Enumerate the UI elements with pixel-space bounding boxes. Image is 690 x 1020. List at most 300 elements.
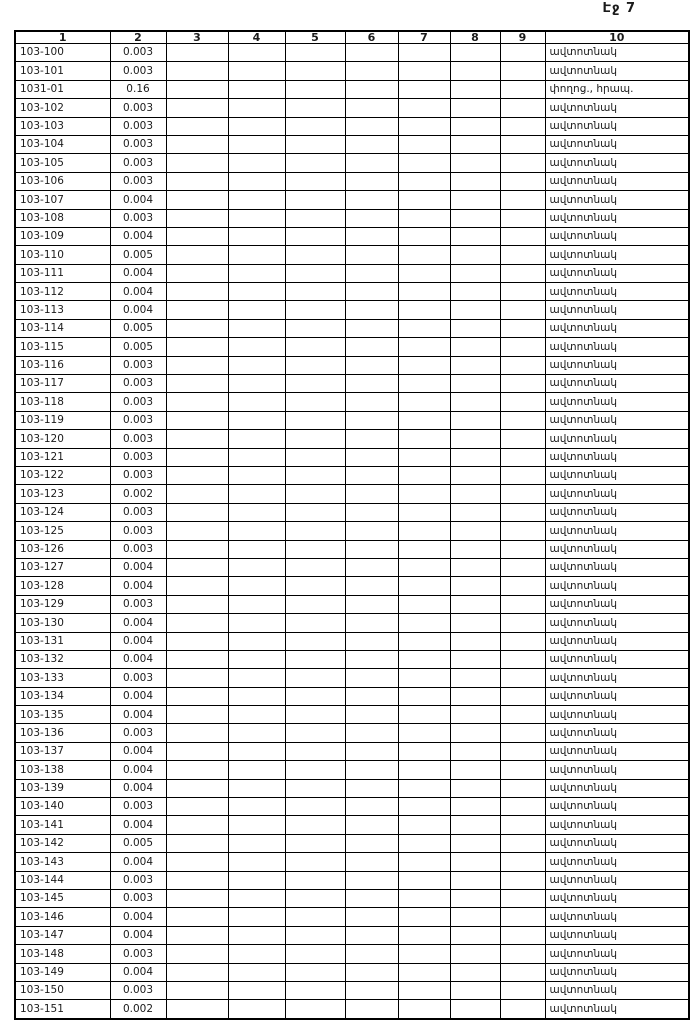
land-use-cell: ավտոտնակ (545, 816, 689, 834)
empty-cell (228, 172, 285, 190)
empty-cell (228, 338, 285, 356)
area-value-cell: 0.003 (110, 448, 166, 466)
empty-cell (450, 99, 500, 117)
empty-cell (166, 540, 228, 558)
empty-cell (228, 430, 285, 448)
empty-cell (500, 503, 545, 521)
parcel-id-cell: 103-115 (15, 338, 110, 356)
empty-cell (398, 503, 450, 521)
empty-cell (166, 963, 228, 981)
empty-cell (285, 264, 345, 282)
empty-cell (345, 945, 398, 963)
empty-cell (398, 761, 450, 779)
empty-cell (285, 135, 345, 153)
empty-cell (398, 522, 450, 540)
empty-cell (228, 540, 285, 558)
empty-cell (450, 80, 500, 98)
table-row (15, 301, 689, 319)
table-row (15, 135, 689, 153)
parcel-id-cell: 103-147 (15, 926, 110, 944)
empty-cell (398, 393, 450, 411)
empty-cell (285, 80, 345, 98)
empty-cell (450, 816, 500, 834)
empty-cell (398, 172, 450, 190)
land-use-cell: ավտոտնակ (545, 430, 689, 448)
area-value-cell: 0.004 (110, 558, 166, 576)
empty-cell (500, 338, 545, 356)
area-value-cell: 0.002 (110, 485, 166, 503)
empty-cell (345, 963, 398, 981)
empty-cell (228, 724, 285, 742)
land-use-cell: ավտոտնակ (545, 522, 689, 540)
land-use-cell: ավտոտնակ (545, 172, 689, 190)
empty-cell (228, 798, 285, 816)
empty-cell (345, 99, 398, 117)
empty-cell (166, 706, 228, 724)
empty-cell (285, 558, 345, 576)
empty-cell (450, 283, 500, 301)
parcel-id-cell: 103-142 (15, 834, 110, 852)
land-use-cell: ավտոտնակ (545, 981, 689, 999)
area-value-cell: 0.004 (110, 227, 166, 245)
empty-cell (398, 227, 450, 245)
empty-cell (285, 44, 345, 62)
land-use-cell: ավտոտնակ (545, 540, 689, 558)
empty-cell (398, 669, 450, 687)
empty-cell (166, 154, 228, 172)
empty-cell (166, 669, 228, 687)
table-row (15, 485, 689, 503)
empty-cell (450, 62, 500, 80)
parcel-id-cell: 103-143 (15, 853, 110, 871)
empty-cell (500, 62, 545, 80)
empty-cell (500, 779, 545, 797)
empty-cell (450, 301, 500, 319)
area-value-cell: 0.004 (110, 632, 166, 650)
table-row (15, 448, 689, 466)
empty-cell (398, 209, 450, 227)
table-row (15, 558, 689, 576)
empty-cell (228, 99, 285, 117)
land-use-cell: ավտոտնակ (545, 871, 689, 889)
empty-cell (500, 632, 545, 650)
empty-cell (228, 871, 285, 889)
empty-cell (345, 540, 398, 558)
empty-cell (285, 62, 345, 80)
empty-cell (345, 393, 398, 411)
parcel-id-cell: 103-120 (15, 430, 110, 448)
area-value-cell: 0.003 (110, 154, 166, 172)
empty-cell (285, 650, 345, 668)
parcel-id-cell: 103-125 (15, 522, 110, 540)
parcel-id-cell: 103-123 (15, 485, 110, 503)
empty-cell (166, 614, 228, 632)
empty-cell (500, 209, 545, 227)
empty-cell (228, 503, 285, 521)
land-use-cell: ավտոտնակ (545, 191, 689, 209)
empty-cell (285, 227, 345, 245)
land-use-cell: ավտոտնակ (545, 356, 689, 374)
empty-cell (228, 908, 285, 926)
empty-cell (285, 301, 345, 319)
empty-cell (450, 522, 500, 540)
area-value-cell: 0.004 (110, 963, 166, 981)
empty-cell (285, 191, 345, 209)
empty-cell (166, 301, 228, 319)
land-use-cell: ավտոտնակ (545, 577, 689, 595)
empty-cell (345, 117, 398, 135)
empty-cell (345, 834, 398, 852)
empty-cell (345, 816, 398, 834)
table-row (15, 614, 689, 632)
empty-cell (285, 834, 345, 852)
parcel-id-cell: 103-101 (15, 62, 110, 80)
empty-cell (500, 981, 545, 999)
empty-cell (166, 227, 228, 245)
empty-cell (228, 80, 285, 98)
area-value-cell: 0.004 (110, 706, 166, 724)
parcel-id-cell: 103-114 (15, 319, 110, 337)
table-row (15, 172, 689, 190)
empty-cell (398, 356, 450, 374)
table-body (15, 44, 689, 1019)
land-use-cell: ավտոտնակ (545, 1000, 689, 1019)
empty-cell (450, 926, 500, 944)
empty-cell (228, 283, 285, 301)
empty-cell (500, 834, 545, 852)
table-row (15, 742, 689, 760)
column-header: 4 (228, 31, 285, 44)
land-use-cell: ավտոտնակ (545, 742, 689, 760)
area-value-cell: 0.004 (110, 191, 166, 209)
table-row (15, 99, 689, 117)
empty-cell (285, 889, 345, 907)
empty-cell (166, 503, 228, 521)
parcel-id-cell: 103-150 (15, 981, 110, 999)
empty-cell (345, 522, 398, 540)
table-row (15, 356, 689, 374)
empty-cell (228, 742, 285, 760)
land-use-cell: ավտոտնակ (545, 264, 689, 282)
parcel-id-cell: 103-111 (15, 264, 110, 282)
area-value-cell: 0.003 (110, 99, 166, 117)
empty-cell (398, 448, 450, 466)
empty-cell (166, 430, 228, 448)
empty-cell (450, 135, 500, 153)
empty-cell (500, 889, 545, 907)
land-use-cell: ավտոտնակ (545, 687, 689, 705)
empty-cell (166, 761, 228, 779)
area-value-cell: 0.004 (110, 301, 166, 319)
empty-cell (450, 209, 500, 227)
empty-cell (450, 319, 500, 337)
empty-cell (500, 1000, 545, 1019)
empty-cell (500, 522, 545, 540)
empty-cell (450, 117, 500, 135)
empty-cell (398, 798, 450, 816)
empty-cell (500, 80, 545, 98)
empty-cell (500, 485, 545, 503)
area-value-cell: 0.002 (110, 1000, 166, 1019)
empty-cell (166, 834, 228, 852)
table-row (15, 963, 689, 981)
empty-cell (228, 945, 285, 963)
empty-cell (166, 99, 228, 117)
empty-cell (450, 908, 500, 926)
table-row (15, 393, 689, 411)
empty-cell (450, 798, 500, 816)
empty-cell (450, 963, 500, 981)
empty-cell (345, 62, 398, 80)
empty-cell (228, 889, 285, 907)
land-use-cell: ավտոտնակ (545, 283, 689, 301)
parcel-id-cell: 103-121 (15, 448, 110, 466)
area-value-cell: 0.003 (110, 724, 166, 742)
empty-cell (398, 1000, 450, 1019)
parcel-id-cell: 103-135 (15, 706, 110, 724)
table-row (15, 209, 689, 227)
empty-cell (500, 264, 545, 282)
empty-cell (398, 687, 450, 705)
empty-cell (345, 577, 398, 595)
empty-cell (228, 761, 285, 779)
empty-cell (450, 227, 500, 245)
parcel-id-cell: 103-113 (15, 301, 110, 319)
empty-cell (166, 908, 228, 926)
empty-cell (398, 411, 450, 429)
empty-cell (450, 191, 500, 209)
empty-cell (345, 632, 398, 650)
empty-cell (345, 853, 398, 871)
empty-cell (450, 706, 500, 724)
empty-cell (166, 246, 228, 264)
empty-cell (398, 540, 450, 558)
empty-cell (228, 558, 285, 576)
area-value-cell: 0.003 (110, 135, 166, 153)
empty-cell (500, 448, 545, 466)
empty-cell (285, 945, 345, 963)
empty-cell (345, 264, 398, 282)
empty-cell (398, 466, 450, 484)
empty-cell (398, 99, 450, 117)
empty-cell (450, 466, 500, 484)
table-row (15, 227, 689, 245)
page-number: Էջ 7 (602, 1, 636, 16)
parcel-id-cell: 103-138 (15, 761, 110, 779)
parcel-id-cell: 103-141 (15, 816, 110, 834)
empty-cell (166, 871, 228, 889)
empty-cell (166, 1000, 228, 1019)
table-row (15, 945, 689, 963)
area-value-cell: 0.003 (110, 172, 166, 190)
empty-cell (398, 981, 450, 999)
table-row (15, 706, 689, 724)
parcel-id-cell: 103-110 (15, 246, 110, 264)
empty-cell (450, 871, 500, 889)
table-row (15, 522, 689, 540)
area-value-cell: 0.004 (110, 761, 166, 779)
empty-cell (228, 981, 285, 999)
area-value-cell: 0.004 (110, 264, 166, 282)
empty-cell (228, 834, 285, 852)
empty-cell (228, 301, 285, 319)
empty-cell (285, 154, 345, 172)
empty-cell (228, 816, 285, 834)
empty-cell (285, 706, 345, 724)
empty-cell (450, 889, 500, 907)
empty-cell (285, 798, 345, 816)
column-header: 8 (450, 31, 500, 44)
empty-cell (500, 816, 545, 834)
table-row (15, 430, 689, 448)
land-use-cell: ավտոտնակ (545, 853, 689, 871)
empty-cell (285, 485, 345, 503)
land-use-cell: ավտոտնակ (545, 135, 689, 153)
empty-cell (228, 191, 285, 209)
table-row (15, 632, 689, 650)
empty-cell (450, 338, 500, 356)
empty-cell (166, 393, 228, 411)
empty-cell (285, 963, 345, 981)
empty-cell (398, 558, 450, 576)
empty-cell (345, 889, 398, 907)
land-use-cell: ավտոտնակ (545, 761, 689, 779)
empty-cell (285, 209, 345, 227)
empty-cell (228, 246, 285, 264)
parcel-id-cell: 103-146 (15, 908, 110, 926)
empty-cell (166, 742, 228, 760)
empty-cell (166, 926, 228, 944)
empty-cell (285, 908, 345, 926)
parcel-id-cell: 103-122 (15, 466, 110, 484)
parcel-id-cell: 103-108 (15, 209, 110, 227)
empty-cell (166, 889, 228, 907)
empty-cell (285, 448, 345, 466)
empty-cell (450, 375, 500, 393)
empty-cell (345, 779, 398, 797)
empty-cell (166, 209, 228, 227)
table-row (15, 62, 689, 80)
empty-cell (345, 209, 398, 227)
area-value-cell: 0.004 (110, 283, 166, 301)
parcel-id-cell: 103-117 (15, 375, 110, 393)
empty-cell (166, 724, 228, 742)
empty-cell (285, 466, 345, 484)
empty-cell (450, 761, 500, 779)
empty-cell (345, 283, 398, 301)
empty-cell (228, 706, 285, 724)
table-row (15, 761, 689, 779)
empty-cell (228, 44, 285, 62)
empty-cell (166, 577, 228, 595)
area-value-cell: 0.004 (110, 779, 166, 797)
empty-cell (398, 724, 450, 742)
empty-cell (450, 430, 500, 448)
empty-cell (450, 154, 500, 172)
empty-cell (345, 742, 398, 760)
land-use-cell: ավտոտնակ (545, 558, 689, 576)
empty-cell (450, 650, 500, 668)
empty-cell (398, 706, 450, 724)
empty-cell (166, 283, 228, 301)
table-row (15, 816, 689, 834)
area-value-cell: 0.003 (110, 871, 166, 889)
empty-cell (285, 375, 345, 393)
empty-cell (398, 264, 450, 282)
empty-cell (398, 338, 450, 356)
empty-cell (228, 522, 285, 540)
empty-cell (285, 687, 345, 705)
empty-cell (285, 981, 345, 999)
table-row (15, 283, 689, 301)
land-use-cell: ավտոտնակ (545, 650, 689, 668)
table-row (15, 375, 689, 393)
empty-cell (166, 356, 228, 374)
empty-cell (450, 945, 500, 963)
area-value-cell: 0.003 (110, 209, 166, 227)
empty-cell (166, 466, 228, 484)
land-use-cell: ավտոտնակ (545, 779, 689, 797)
empty-cell (228, 963, 285, 981)
parcel-id-cell: 103-102 (15, 99, 110, 117)
empty-cell (166, 595, 228, 613)
empty-cell (228, 135, 285, 153)
empty-cell (500, 375, 545, 393)
column-header: 5 (285, 31, 345, 44)
table-row (15, 1000, 689, 1019)
empty-cell (500, 742, 545, 760)
empty-cell (450, 1000, 500, 1019)
empty-cell (166, 375, 228, 393)
empty-cell (285, 761, 345, 779)
empty-cell (398, 485, 450, 503)
empty-cell (398, 816, 450, 834)
empty-cell (345, 614, 398, 632)
empty-cell (345, 301, 398, 319)
parcel-id-cell: 103-145 (15, 889, 110, 907)
empty-cell (345, 926, 398, 944)
empty-cell (285, 246, 345, 264)
empty-cell (285, 669, 345, 687)
empty-cell (500, 135, 545, 153)
empty-cell (345, 1000, 398, 1019)
parcel-id-cell: 103-132 (15, 650, 110, 668)
parcel-id-cell: 103-127 (15, 558, 110, 576)
empty-cell (285, 356, 345, 374)
empty-cell (398, 283, 450, 301)
land-use-cell: ավտոտնակ (545, 945, 689, 963)
empty-cell (166, 945, 228, 963)
land-use-cell: ավտոտնակ (545, 485, 689, 503)
empty-cell (166, 448, 228, 466)
empty-cell (500, 191, 545, 209)
table-row (15, 834, 689, 852)
empty-cell (500, 319, 545, 337)
empty-cell (500, 853, 545, 871)
land-use-cell: ավտոտնակ (545, 632, 689, 650)
empty-cell (500, 172, 545, 190)
area-value-cell: 0.003 (110, 945, 166, 963)
empty-cell (166, 117, 228, 135)
empty-cell (500, 669, 545, 687)
empty-cell (285, 816, 345, 834)
table-row (15, 80, 689, 98)
area-value-cell: 0.003 (110, 540, 166, 558)
empty-cell (166, 779, 228, 797)
parcel-id-cell: 103-149 (15, 963, 110, 981)
empty-cell (450, 485, 500, 503)
empty-cell (345, 595, 398, 613)
